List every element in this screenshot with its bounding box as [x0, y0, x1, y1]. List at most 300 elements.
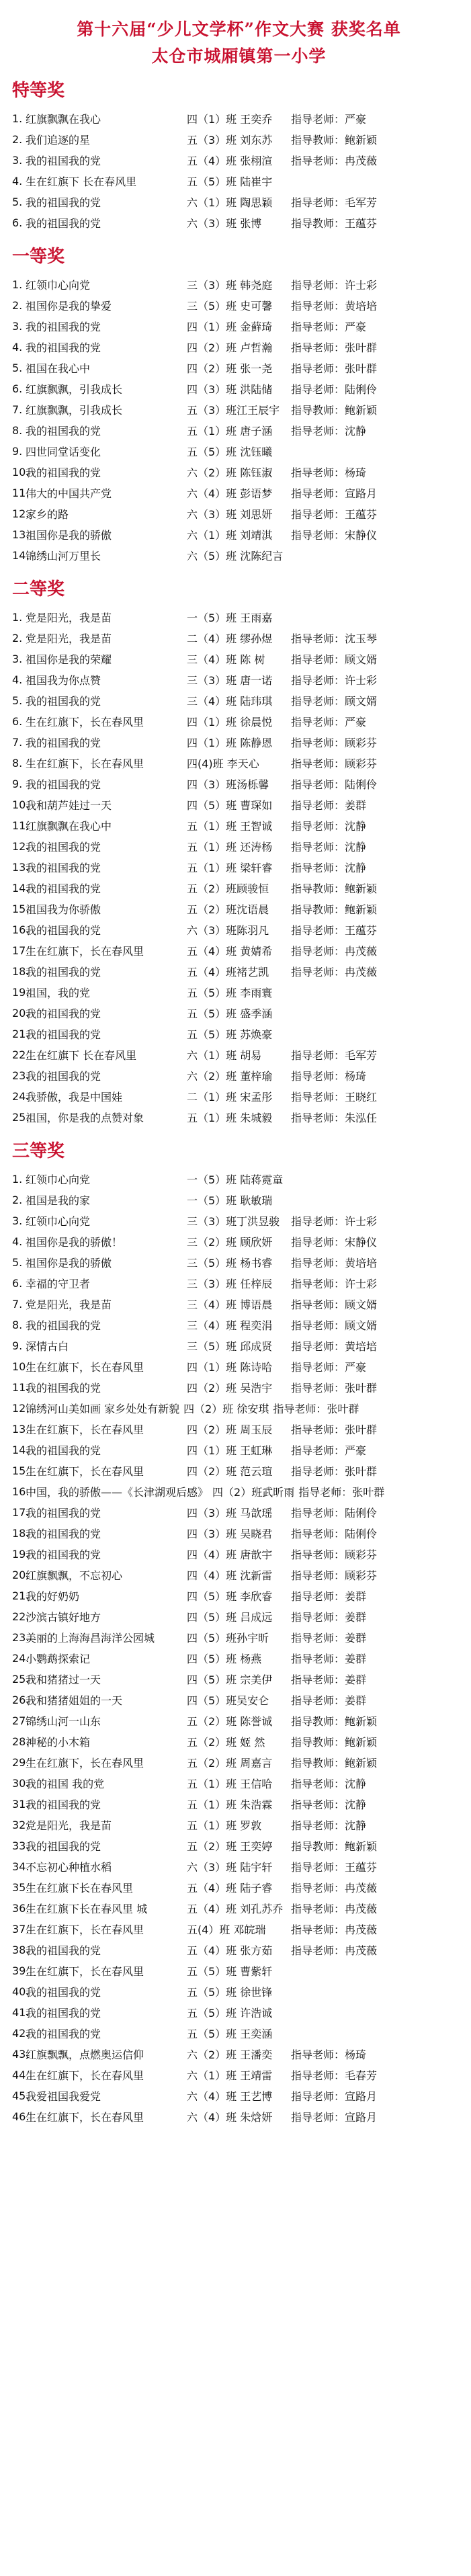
entry-class-student: 四（5）班 吕成远 — [187, 1611, 273, 1624]
entry-title: 生在红旗下 长在春风里 — [26, 1049, 137, 1062]
award-entry — [12, 1065, 466, 1086]
award-entry — [12, 524, 466, 545]
entry-teacher: 指导老师：宣路月 — [291, 487, 378, 500]
entry-teacher: 指导老师：顾彩芬 — [291, 757, 378, 770]
entry-title: 我的祖国我的党 — [26, 466, 101, 479]
award-entry — [12, 732, 466, 753]
entry-title: 我们追逐的星 — [26, 134, 91, 147]
entry-number: 2. — [12, 1194, 23, 1206]
entry-number: 6. — [12, 1277, 23, 1290]
entry-class-student: 六（2）班 王潘奕 — [187, 2048, 273, 2061]
entry-teacher: 指导教师：鲍新颖 — [291, 882, 378, 895]
award-entry — [12, 1003, 466, 1024]
entry-number: 34. — [12, 1860, 30, 1873]
entry-class-student: 五（4）班 陆子睿 — [187, 1882, 273, 1895]
entry-teacher: 指导老师：沈静 — [291, 862, 367, 874]
entry-title: 我的祖国我的党 — [26, 1007, 101, 1020]
award-entry — [12, 1523, 466, 1544]
entry-number: 2. — [12, 632, 23, 645]
entry-teacher: 指导老师：沈静 — [291, 1819, 367, 1832]
entry-number: 2. — [12, 133, 23, 146]
entry-title: 生在红旗下长在春风里 — [26, 1882, 134, 1895]
entry-class-student: 四（2）班 吴浩宇 — [187, 1382, 273, 1395]
entry-title: 我的祖国我的党 — [26, 1528, 101, 1540]
award-entry — [12, 1315, 466, 1335]
entry-teacher: 指导教师：鲍新颖 — [291, 1840, 378, 1853]
entry-class-student: 六（4）班 彭语梦 — [187, 487, 273, 500]
award-entry — [12, 1690, 466, 1710]
award-entry — [12, 628, 466, 649]
entry-class-student: 四（4）班 唐歆宇 — [187, 1548, 273, 1561]
entry-title: 我的祖国我的党 — [26, 695, 101, 708]
entry-class-student: 六（4）班 朱焓妍 — [187, 2111, 273, 2124]
entry-number: 3. — [12, 320, 23, 333]
entry-number: 28. — [12, 1735, 30, 1748]
award-entry — [12, 1460, 466, 1481]
entry-teacher: 指导老师：张叶群 — [291, 362, 378, 375]
entry-teacher: 指导老师：顾彩芬 — [291, 737, 378, 749]
entry-class-student: 六（5）班 沈陈纪言 — [187, 550, 284, 563]
entry-teacher: 指导老师：毛春芳 — [291, 2069, 378, 2082]
entry-title: 党是阳光，我是苗 — [26, 1298, 112, 1311]
entry-class-student: 五（1）班 王智诚 — [187, 820, 273, 833]
entry-class-student: 三（2）班 顾欣妍 — [187, 1236, 273, 1249]
entry-teacher: 指导老师：王蕴芬 — [291, 1861, 378, 1874]
entry-number: 7. — [12, 403, 23, 416]
award-entry — [12, 2023, 466, 2044]
entry-teacher: 指导老师：姜群 — [291, 799, 367, 812]
entry-class-student: 四（3）班 马歆瑶 — [187, 1507, 273, 1520]
entry-teacher: 指导老师：沈静 — [291, 820, 367, 833]
entry-teacher: 指导老师：冉茂薇 — [291, 1903, 378, 1915]
entry-class-student: 三（3）班丁洪昱骏 — [187, 1215, 280, 1228]
entry-title: 我的祖国我的党 — [26, 862, 101, 874]
award-entry — [12, 1481, 466, 1502]
entry-number: 11. — [12, 487, 30, 499]
award-entry — [12, 462, 466, 483]
entry-title: 红旗飘飘，引我成长 — [26, 404, 123, 417]
entry-class-student: 四（1）班 金藓琦 — [187, 321, 273, 333]
entry-class-student: 二（1）班 宋孟彤 — [187, 1091, 273, 1104]
entry-title: 生在红旗下，长在春风里 — [26, 757, 144, 770]
entry-teacher: 指导老师：陆俐伶 — [291, 1528, 378, 1540]
award-entry — [12, 1648, 466, 1669]
entry-class-student: 五（5）班 许浩诚 — [187, 2007, 273, 2020]
entry-title: 我的祖国我的党 — [26, 425, 101, 438]
entry-class-student: 六（1）班 胡易 — [187, 1049, 262, 1062]
entry-class-student: 五（3）班江王辰宇 — [187, 404, 280, 417]
entry-number: 35. — [12, 1881, 30, 1894]
entry-class-student: 五（5）班 盛季涵 — [187, 1007, 273, 1020]
entry-teacher: 指导老师：杨琦 — [291, 1070, 367, 1083]
entry-title: 我的祖国 我的党 — [26, 1778, 105, 1790]
entry-number: 24. — [12, 1090, 30, 1103]
entry-teacher: 指导老师：陆俐伶 — [291, 383, 378, 396]
entry-teacher: 指导老师：许士彩 — [291, 1278, 378, 1290]
entry-title: 深情古白 — [26, 1340, 69, 1353]
entry-number: 24. — [12, 1652, 30, 1665]
award-entry — [12, 1898, 466, 1919]
award-entry — [12, 1419, 466, 1440]
entry-number: 18. — [12, 1527, 30, 1540]
entry-class-student: 六（3）班 陆宇轩 — [187, 1861, 273, 1874]
entry-title: 沙滨古镇好地方 — [26, 1611, 101, 1624]
entry-teacher: 指导老师：毛军芳 — [291, 1049, 378, 1062]
award-entry — [12, 1835, 466, 1856]
entry-title: 祖国，我的党 — [26, 987, 91, 999]
entry-title: 我和葫芦娃过一天 — [26, 799, 112, 812]
entry-title: 祖国你是我的骄傲 — [26, 529, 112, 542]
entry-number: 31. — [12, 1798, 30, 1811]
entry-title: 锦绣山河万里长 — [26, 550, 101, 563]
entry-number: 38. — [12, 1944, 30, 1956]
award-entry — [12, 1107, 466, 1128]
entry-class-student: 四（2）班 张一尧 — [187, 362, 273, 375]
entry-teacher: 指导老师：姜群 — [291, 1694, 367, 1707]
entry-class-student: 五（2）班沈语晨 — [187, 903, 269, 916]
entry-teacher: 指导教师：鲍新颖 — [291, 903, 378, 916]
entry-title: 我的祖国我的党 — [26, 1548, 101, 1561]
entry-number: 4. — [12, 341, 23, 354]
entry-class-student: 六（1）班 刘靖淇 — [187, 529, 273, 542]
award-entry — [12, 1231, 466, 1252]
entry-teacher: 指导老师：杨琦 — [291, 466, 367, 479]
entry-teacher: 指导老师：冉茂薇 — [291, 1882, 378, 1895]
entry-number: 41. — [12, 2006, 30, 2019]
entry-title: 党是阳光，我是苗 — [26, 1819, 112, 1832]
entry-title: 我的祖国我的党 — [26, 882, 101, 895]
entry-teacher: 指导老师：宋静仪 — [291, 529, 378, 542]
entry-title: 我的祖国我的党 — [26, 1507, 101, 1520]
entry-class-student: 五（4）班 刘孔苏乔 — [187, 1903, 284, 1915]
entry-class-student: 四（3）班 吴晓君 — [187, 1528, 273, 1540]
award-entry — [12, 399, 466, 420]
entry-number: 18. — [12, 965, 30, 978]
entry-title: 我的祖国我的党 — [26, 1070, 101, 1083]
entry-number: 26. — [12, 1694, 30, 1706]
entry-teacher: 指导老师：沈静 — [291, 1798, 367, 1811]
entry-title: 我的祖国我的党 — [26, 155, 101, 167]
entry-class-student: 四（2）班 周玉辰 — [187, 1423, 273, 1436]
entry-number: 10. — [12, 798, 30, 811]
entry-title: 祖国，你是我的点赞对象 — [26, 1112, 144, 1124]
entry-class-student: 四（2）班 徐安琪 — [183, 1403, 269, 1415]
award-entry — [12, 358, 466, 378]
entry-number: 43. — [12, 2048, 30, 2061]
award-entry — [12, 1669, 466, 1690]
entry-title: 锦绣山河一山东 — [26, 1715, 101, 1728]
award-entry — [12, 1377, 466, 1398]
entry-teacher: 指导老师：冉茂薇 — [291, 966, 378, 979]
school-name: 太仓市城厢镇第一小学 — [151, 46, 327, 66]
entry-class-student: 五（4）班 张栩渲 — [187, 155, 273, 167]
award-entry — [12, 212, 466, 233]
entry-class-student: 五（1）班 朱城毅 — [187, 1112, 273, 1124]
entry-title: 我的祖国我的党 — [26, 1319, 101, 1332]
entry-class-student: 四（2）班 范云瑄 — [187, 1465, 273, 1478]
entry-title: 祖国是我的家 — [26, 1194, 91, 1207]
entry-teacher: 指导老师：姜群 — [291, 1653, 367, 1665]
entry-class-student: 四（2）班武昕雨 — [212, 1486, 295, 1499]
entry-number: 23. — [12, 1069, 30, 1082]
entry-teacher: 指导老师：宋静仪 — [291, 1236, 378, 1249]
entry-teacher: 指导老师：姜群 — [291, 1632, 367, 1645]
entry-teacher: 指导老师：严豪 — [291, 1361, 367, 1374]
entry-class-student: 四(4)班 李天心 — [187, 757, 259, 770]
entry-class-student: 六（3）班 张博 — [187, 217, 262, 230]
award-entry — [12, 649, 466, 669]
entry-title: 祖国你是我的骄傲 — [26, 1257, 112, 1270]
award-entry — [12, 1710, 466, 1731]
entry-class-student: 三（4）班 博语晨 — [187, 1298, 273, 1311]
entry-class-student: 四（5）班 李欣睿 — [187, 1590, 273, 1603]
entry-title: 祖国我为你骄傲 — [26, 903, 101, 916]
entry-title: 我骄傲，我是中国娃 — [26, 1091, 123, 1104]
entry-number: 6. — [12, 715, 23, 728]
award-entry — [12, 753, 466, 774]
award-entry — [12, 1190, 466, 1210]
entry-title: 祖国你是我的挚爱 — [26, 300, 112, 313]
entry-number: 12. — [12, 840, 30, 853]
award-entry — [12, 961, 466, 982]
entry-number: 1. — [12, 112, 23, 125]
award-entry — [12, 1794, 466, 1815]
award-entry — [12, 857, 466, 878]
entry-title: 生在红旗下长在春风里 城 — [26, 1903, 148, 1915]
entry-title: 我的祖国我的党 — [26, 2028, 101, 2040]
entry-teacher: 指导老师：沈静 — [291, 425, 367, 438]
entry-number: 16. — [12, 923, 30, 936]
entry-teacher: 指导老师：许士彩 — [291, 1215, 378, 1228]
entry-number: 25. — [12, 1111, 30, 1124]
entry-number: 5. — [12, 1256, 23, 1269]
entry-class-student: 五（5）班 曹紫轩 — [187, 1965, 273, 1978]
entry-number: 15. — [12, 1464, 30, 1477]
entry-title: 伟大的中国共产党 — [26, 487, 112, 500]
entry-class-student: 五（5）班 陆崔宇 — [187, 175, 273, 188]
entry-number: 42. — [12, 2027, 30, 2040]
entry-title: 我的祖国我的党 — [26, 1840, 101, 1853]
entry-teacher: 指导老师：张叶群 — [298, 1486, 385, 1499]
entry-title: 我的祖国我的党 — [26, 2007, 101, 2020]
entry-number: 15. — [12, 903, 30, 915]
entry-number: 21. — [12, 1028, 30, 1040]
award-entry — [12, 1294, 466, 1315]
entry-class-student: 四（5）班 杨燕 — [187, 1653, 262, 1665]
special-prize-section — [12, 77, 466, 233]
entry-title: 我的祖国我的党 — [26, 1028, 101, 1041]
entry-number: 17. — [12, 1506, 30, 1519]
award-entry — [12, 2065, 466, 2085]
entry-title: 我的祖国我的党 — [26, 924, 101, 937]
award-entry — [12, 316, 466, 337]
award-entry — [12, 794, 466, 815]
entry-number: 11. — [12, 1381, 30, 1394]
entry-teacher: 指导老师：冉茂薇 — [291, 1923, 378, 1936]
entry-class-student: 五（5）班 徐世锋 — [187, 1986, 273, 1999]
entry-class-student: 三（3）班 唐一诺 — [187, 674, 273, 687]
entry-title: 党是阳光，我是苗 — [26, 632, 112, 645]
award-entry — [12, 1606, 466, 1627]
entry-title: 锦绣河山美如画 家乡处处有新貌 — [26, 1403, 180, 1415]
entry-class-student: 六（2）班 董梓瑜 — [187, 1070, 273, 1083]
entry-number: 21. — [12, 1589, 30, 1602]
entry-teacher: 指导老师：许士彩 — [291, 279, 378, 292]
entry-number: 8. — [12, 424, 23, 437]
entry-number: 9. — [12, 1339, 23, 1352]
entry-class-student: 六（3）班陈羽凡 — [187, 924, 269, 937]
entry-number: 27. — [12, 1714, 30, 1727]
entry-teacher: 指导老师：陆俐伶 — [291, 1507, 378, 1520]
entry-class-student: 六（1）班 王靖雷 — [187, 2069, 273, 2082]
entry-teacher: 指导老师：王晓红 — [291, 1091, 378, 1104]
entry-class-student: 三（4）班 程奕涓 — [187, 1319, 273, 1332]
entry-title: 红领巾心向党 — [26, 1173, 91, 1186]
award-entry — [12, 2085, 466, 2106]
entry-title: 生在红旗下，长在春风里 — [26, 2069, 144, 2082]
entry-teacher: 指导老师：姜群 — [291, 1611, 367, 1624]
entry-title: 我的祖国我的党 — [26, 321, 101, 333]
entry-number: 39. — [12, 1964, 30, 1977]
entry-teacher: 指导老师：严豪 — [291, 113, 367, 126]
entry-title: 祖国我为你点赞 — [26, 674, 101, 687]
entry-teacher: 指导老师：严豪 — [291, 1444, 367, 1457]
entry-class-student: 三（3）班 韩尧庭 — [187, 279, 273, 292]
second-prize-section — [12, 575, 466, 1128]
entry-class-student: 五（5）班 沈钰曦 — [187, 446, 273, 458]
award-sections — [12, 77, 466, 2127]
entry-teacher: 指导老师：宣路月 — [291, 2111, 378, 2124]
entry-number: 20. — [12, 1007, 30, 1020]
entry-teacher: 指导老师：顾文婿 — [291, 1298, 378, 1311]
award-entry — [12, 1356, 466, 1377]
entry-title: 我的祖国我的党 — [26, 1986, 101, 1999]
entry-class-student: 五（4）班褚艺凯 — [187, 966, 269, 979]
entry-title: 红旗飘飘，点燃奥运信仰 — [26, 2048, 144, 2061]
award-entry — [12, 378, 466, 399]
entry-class-student: 五（2）班 姬 然 — [187, 1736, 265, 1749]
award-entry — [12, 1544, 466, 1565]
entry-class-student: 六（3）班 刘思妍 — [187, 508, 273, 521]
special-prize-heading: 特等奖 — [12, 81, 65, 101]
entry-number: 29. — [12, 1756, 30, 1769]
award-entry — [12, 108, 466, 129]
entry-title: 生在红旗下，长在春风里 — [26, 945, 144, 958]
entry-teacher: 指导老师：冉茂薇 — [291, 1944, 378, 1957]
award-entry — [12, 1044, 466, 1065]
entry-teacher: 指导教师：鲍新颖 — [291, 134, 378, 147]
entry-class-student: 五（4）班 张方茹 — [187, 1944, 273, 1957]
award-entry — [12, 2044, 466, 2065]
second-prize-list — [12, 607, 466, 1128]
entry-title: 生在红旗下，长在春风里 — [26, 716, 144, 729]
entry-teacher: 指导老师：严豪 — [291, 321, 367, 333]
entry-class-student: 五（2）班 王奕婷 — [187, 1840, 273, 1853]
entry-class-student: 三（5）班 史可馨 — [187, 300, 273, 313]
award-entry — [12, 1877, 466, 1898]
entry-class-student: 一（5）班 耿敏瑞 — [187, 1194, 273, 1207]
entry-title: 生在红旗下，长在春风里 — [26, 2111, 144, 2124]
entry-class-student: 五(4）班 邓皖瑞 — [187, 1923, 266, 1936]
award-entry — [12, 192, 466, 212]
award-entry — [12, 1335, 466, 1356]
entry-title: 我的祖国我的党 — [26, 1944, 101, 1957]
entry-number: 22. — [12, 1610, 30, 1623]
entry-class-student: 五（2）班 周嘉言 — [187, 1757, 273, 1770]
award-entry — [12, 940, 466, 961]
entry-number: 44. — [12, 2069, 30, 2081]
award-entry — [12, 1024, 466, 1044]
entry-class-student: 三（4）班 陆玮琪 — [187, 695, 273, 708]
entry-teacher: 指导教师：鲍新颖 — [291, 1736, 378, 1749]
entry-teacher: 指导老师：张叶群 — [291, 1423, 378, 1436]
entry-title: 中国，我的骄傲——《长津湖观后感》 — [26, 1486, 209, 1499]
entry-title: 不忘初心种植水稻 — [26, 1861, 112, 1874]
entry-teacher: 指导教师：鲍新颖 — [291, 1757, 378, 1770]
entry-teacher: 指导老师：顾彩芬 — [291, 1569, 378, 1582]
award-entry — [12, 1856, 466, 1877]
entry-title: 我的祖国我的党 — [26, 737, 101, 749]
entry-title: 我的祖国我的党 — [26, 778, 101, 791]
award-entry — [12, 836, 466, 857]
entry-title: 红旗飘飘，引我成长 — [26, 383, 123, 396]
entry-class-student: 六（1）班 陶思颖 — [187, 196, 273, 209]
entry-title: 四世同堂话变化 — [26, 446, 101, 458]
award-entry — [12, 1773, 466, 1794]
entry-class-student: 一（5）班 王雨嘉 — [187, 612, 273, 624]
award-entry — [12, 607, 466, 628]
entry-title: 生在红旗下，长在春风里 — [26, 1423, 144, 1436]
entry-number: 4. — [12, 175, 23, 188]
award-entry — [12, 1752, 466, 1773]
entry-number: 13. — [12, 528, 30, 541]
entry-number: 25. — [12, 1673, 30, 1686]
award-entry — [12, 878, 466, 899]
entry-teacher: 指导老师：黄培培 — [291, 300, 378, 313]
award-entry — [12, 274, 466, 295]
entry-title: 神秘的小木箱 — [26, 1736, 91, 1749]
entry-number: 1. — [12, 1173, 23, 1186]
award-entry — [12, 2002, 466, 2023]
entry-teacher: 指导老师：张叶群 — [273, 1403, 359, 1415]
entry-title: 我的祖国我的党 — [26, 217, 101, 230]
entry-class-student: 六（2）班 陈钰淑 — [187, 466, 273, 479]
award-entry — [12, 129, 466, 150]
entry-teacher: 指导老师：黄培培 — [291, 1257, 378, 1270]
entry-title: 小鹦鹉探索记 — [26, 1653, 91, 1665]
award-entry — [12, 1398, 466, 1419]
entry-number: 8. — [12, 757, 23, 770]
award-entry — [12, 483, 466, 503]
entry-title: 生在红旗下，长在春风里 — [26, 1465, 144, 1478]
entry-class-student: 四（1）班 陈诗哈 — [187, 1361, 273, 1374]
entry-teacher: 指导老师：陆俐伶 — [291, 778, 378, 791]
award-entry — [12, 1940, 466, 1960]
entry-title: 祖国你是我的荣耀 — [26, 653, 112, 666]
entry-teacher: 指导老师：宣路月 — [291, 2090, 378, 2103]
third-prize-heading: 三等奖 — [12, 1141, 65, 1161]
entry-title: 生在红旗下，长在春风里 — [26, 1757, 144, 1770]
entry-number: 19. — [12, 986, 30, 999]
first-prize-list — [12, 274, 466, 566]
entry-number: 11. — [12, 819, 30, 832]
entry-number: 5. — [12, 694, 23, 707]
entry-title: 我和猪猪姐姐的一天 — [26, 1694, 123, 1707]
entry-number: 3. — [12, 154, 23, 167]
entry-number: 46. — [12, 2110, 30, 2123]
entry-teacher: 指导老师：姜群 — [291, 1590, 367, 1603]
entry-class-student: 一（5）班 陆蒋霓童 — [187, 1173, 284, 1186]
